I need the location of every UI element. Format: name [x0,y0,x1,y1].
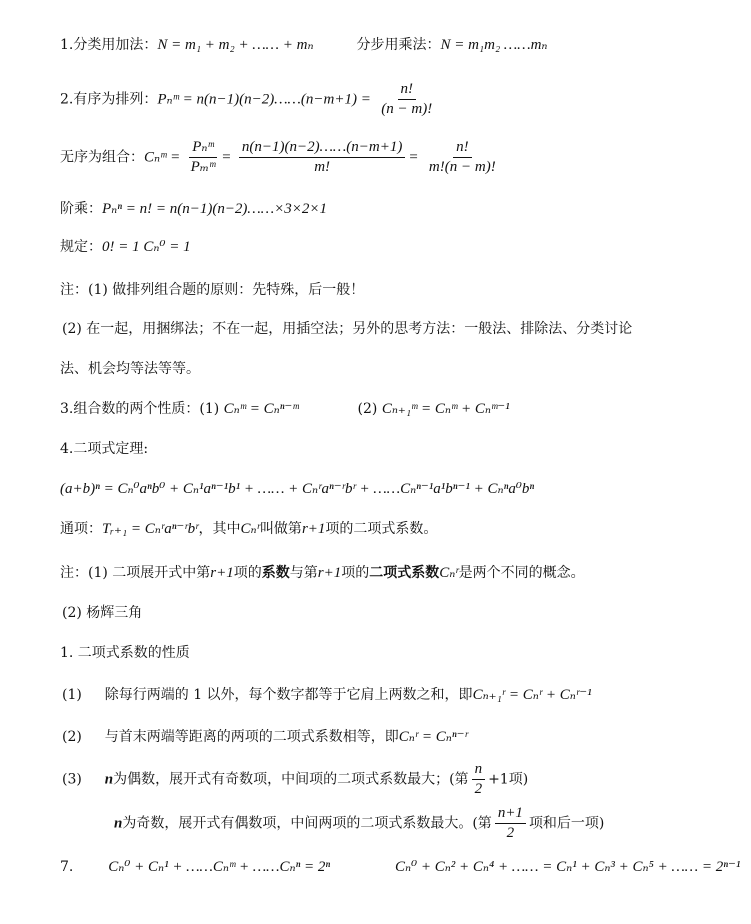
sum-formula-1: Cₙ⁰ + Cₙ¹ + ……Cₙᵐ + ……Cₙⁿ = 2ⁿ [108,859,331,875]
binomial-theorem-title: 4.二项式定理: [60,441,149,457]
fraction-numerator: n+1 [495,806,526,824]
convention-formula: 0! = 1 Cₙ⁰ = 1 [102,239,191,255]
text: 注：(1) 二项展开式中第 [60,565,211,581]
convention-line [60,240,191,255]
text: 为奇数，展开式有偶数项，中间两项的二项式系数最大。(第 [122,815,492,832]
combination-fraction-1 [188,140,219,175]
variable: n [114,815,123,832]
property-3-even [62,762,528,797]
properties-label: 3.组合数的两个性质：(1) [60,401,220,417]
addition-label: 1.分类用加法： [60,37,158,53]
term-index: r+1 [210,565,234,581]
bold-term: 系数 [261,565,290,581]
text: ，其中 [198,521,241,537]
item-number: (1) [62,687,82,703]
term-index: r+1 [301,521,326,537]
text: 为偶数，展开式有奇数项，中间项的二项式系数最大；(第 [113,771,469,788]
item-number: (2) [62,729,82,745]
sum-identity-2 [395,860,740,875]
fraction-numerator: Pₙᵐ [189,140,217,158]
general-term [60,522,437,537]
coefficient-symbol: Cₙʳ [439,565,459,581]
half-fraction [495,806,526,841]
text: 是两个不同的概念。 [458,565,585,581]
rule-addition-multiplication [60,38,548,53]
half-fraction [472,762,486,797]
combination-label: 无序为组合： [60,149,144,166]
bold-term: 二项式系数 [369,565,440,581]
fraction-denominator: m!(n − m)! [428,159,496,175]
combination-fraction-2 [239,140,405,175]
combination-properties [60,402,510,417]
fraction-denominator: m! [314,159,331,175]
text: 与首末两端等距离的两项的二项式系数相等，即 [104,729,399,745]
property-2-label: (2) [357,401,378,417]
factorial-definition [60,202,327,217]
fraction-numerator: n! [398,82,417,100]
binomial-formula: (a+b)ⁿ = Cₙ⁰aⁿb⁰ + Cₙ¹aⁿ⁻¹b¹ + …… + Cₙʳaⁿ⁻ʳbʳ + ……Cₙⁿ⁻¹a¹bⁿ⁻¹ + Cₙⁿa⁰bⁿ [60,481,535,497]
fraction-denominator: (n − m)! [381,101,433,117]
general-term-formula: Tᵣ₊₁ = Cₙʳaⁿ⁻ʳbʳ [102,521,199,537]
property-formula: Cₙ₊₁ʳ = Cₙʳ + Cₙʳ⁻¹ [472,687,592,703]
text: 除每行两端的 1 以外，每个数字都等于它肩上两数之和，即 [104,687,473,703]
item-number: 7. [60,859,74,875]
addition-formula: N = m₁ + m₂ + …… + mₙ [157,37,314,53]
multiplication-label: 分步用乘法： [356,37,441,53]
properties-title: 1. 二项式系数的性质 [60,645,190,661]
combination-lhs: Cₙᵐ = [144,149,181,166]
text: 项的 [233,565,262,581]
permutation-definition [60,82,438,117]
note-principle: 注：(1) 做排列组合题的原则：先特殊，后一般！ [60,282,365,298]
variable: n [104,771,114,788]
note-methods: (2) 在一起，用捆绑法；不在一起，用插空法；另外的思考方法：一般法、排除法、分类讨论 [62,321,633,337]
binomial-expansion [60,482,534,497]
property-formula: Cₙʳ = Cₙⁿ⁻ʳ [398,729,468,745]
convention-label: 规定： [60,239,102,255]
factorial-formula: Pₙⁿ = n! = n(n−1)(n−2)……×3×2×1 [102,201,327,217]
property-2-formula: Cₙ₊₁ᵐ = Cₙᵐ + Cₙᵐ⁻¹ [381,401,510,417]
item-number: (3) [62,771,82,788]
permutation-formula: Pₙᵐ = n(n−1)(n−2)……(n−m+1) = [157,91,371,108]
fraction-numerator: n! [453,140,472,158]
fraction-denominator: Pₘᵐ [190,159,216,175]
text: 项的 [341,565,370,581]
sum-identities [60,860,330,875]
text: 叫做第 [259,521,302,537]
text: +1项) [488,771,529,788]
fraction-denominator: 2 [506,825,515,841]
sum-formula-2: Cₙ⁰ + Cₙ² + Cₙ⁴ + …… = Cₙ¹ + Cₙ³ + Cₙ⁵ + …… = 2ⁿ⁻¹ [395,859,741,875]
text: 项和后一项) [528,815,605,832]
multiplication-formula: N = m₁m₂ ……mₙ [440,37,548,53]
text: 项的二项式系数。 [325,521,438,537]
fraction-numerator: n [472,762,486,780]
property-2 [62,730,468,745]
property-3-odd [114,806,604,841]
permutation-fraction [378,82,435,117]
fraction-denominator: 2 [474,781,483,797]
general-term-label: 通项： [60,521,102,537]
combination-fraction-3 [426,140,499,175]
property-1 [62,688,592,703]
yang-hui-triangle: (2) 杨辉三角 [62,605,143,621]
property-1-formula: Cₙᵐ = Cₙⁿ⁻ᵐ [223,401,299,417]
combination-definition: 无序为组合：Cₙᵐ = $\frac{\text{Pₙᵐ}}{\text{Pₘᵐ}}$ = $\frac{n(n-1)(n-2)\dots\dots(n-m+1)}{m!}$ = $\frac{n!}{m!(n - m)!}$ [60,140,502,175]
fraction-numerator: n(n−1)(n−2)……(n−m+1) [239,140,405,158]
note-coefficient-difference [60,566,585,581]
note-methods-continued: 法、机会均等法等等。 [60,361,200,377]
factorial-label: 阶乘： [60,201,102,217]
coefficient-symbol: Cₙʳ [240,521,260,537]
permutation-label: 2.有序为排列： [60,91,158,108]
term-index: r+1 [317,565,342,581]
text: 与第 [289,565,318,581]
